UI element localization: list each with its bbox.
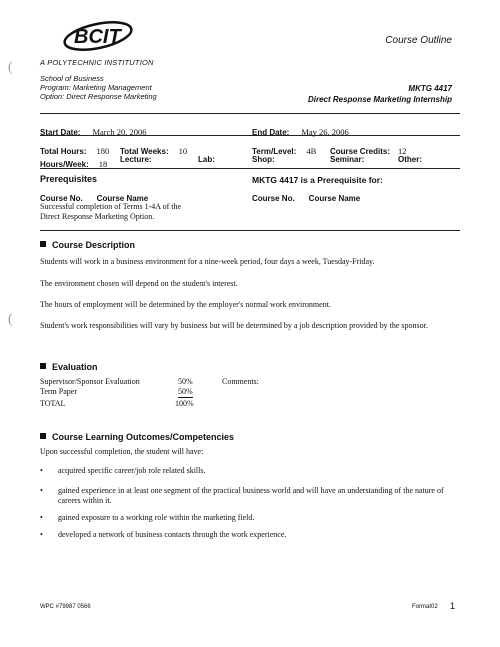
outcome-item: gained experience in at least one segment of the practical business world and will have an understanding of the nature of careers within it. bbox=[58, 486, 444, 505]
start-date-value: March 20, 2006 bbox=[92, 127, 147, 137]
outcomes-title-text: Course Learning Outcomes/Competencies bbox=[52, 432, 235, 442]
scan-mark: ( bbox=[8, 312, 13, 327]
section-bullet-icon bbox=[40, 363, 46, 369]
bcit-logo bbox=[60, 18, 140, 58]
page-number: 1 bbox=[450, 601, 456, 611]
school-block bbox=[40, 74, 157, 101]
prereq-title: Prerequisites bbox=[40, 174, 98, 184]
program: Program: Marketing Management bbox=[40, 83, 152, 92]
course-title: Direct Response Marketing Internship bbox=[307, 95, 452, 104]
eval-row: Term Paper bbox=[40, 387, 77, 396]
prereq-col-course-no: Course No. bbox=[40, 194, 83, 203]
doc-type: Course Outline bbox=[385, 35, 452, 46]
course-code: MKTG 4417 bbox=[408, 84, 452, 93]
evaluation-title bbox=[40, 362, 98, 372]
course-heading bbox=[308, 83, 452, 105]
total-weeks-label: Total Weeks: bbox=[120, 147, 169, 156]
outcome-item: developed a network of business contacts through the work experience. bbox=[58, 530, 287, 539]
lecture-label: Lecture: bbox=[120, 155, 152, 164]
hours-week-label: Hours/Week: bbox=[40, 160, 89, 169]
description-title bbox=[40, 240, 135, 250]
prereq-for-columns bbox=[252, 188, 360, 206]
prereq-for-col-course-no: Course No. bbox=[252, 194, 295, 203]
start-date bbox=[40, 122, 147, 140]
eval-value: 50% bbox=[178, 377, 193, 386]
prereq-for-col-course-name: Course Name bbox=[308, 194, 361, 203]
section-bullet-icon bbox=[40, 433, 46, 439]
bullet-icon: • bbox=[40, 530, 43, 539]
prereq-for-title: MKTG 4417 is a Prerequisite for: bbox=[252, 175, 383, 185]
outcomes-intro: Upon successful completion, the student will have: bbox=[40, 447, 204, 456]
divider bbox=[40, 113, 460, 114]
bullet-icon: • bbox=[40, 486, 43, 495]
prereq-text bbox=[40, 202, 181, 222]
description-p4: Student's work responsibilities will vary by business but will be determined by a job description provided by the sponsor. bbox=[40, 321, 428, 330]
comments-label: Comments: bbox=[222, 377, 259, 386]
total-hours-value: 180 bbox=[96, 146, 110, 156]
evaluation-title-text: Evaluation bbox=[52, 362, 98, 372]
eval-total-value: 100% bbox=[175, 399, 194, 408]
eval-value: 50% bbox=[178, 387, 193, 396]
end-date-label: End Date: bbox=[252, 128, 290, 137]
end-date bbox=[252, 122, 349, 140]
total-weeks-value: 10 bbox=[178, 146, 188, 156]
footer-left: WPC #79987 0566 bbox=[40, 604, 91, 610]
outcomes-title bbox=[40, 432, 234, 442]
seminar-label: Seminar: bbox=[330, 155, 365, 164]
prereq-text-line: Direct Response Marketing Option. bbox=[40, 212, 155, 221]
school-name: School of Business bbox=[40, 74, 104, 83]
outcome-item: acquired specific career/job role related skills. bbox=[58, 466, 206, 475]
other-label: Other: bbox=[398, 155, 422, 164]
outcome-item: gained exposure to a working role within the marketing field. bbox=[58, 513, 255, 522]
svg-text:BCIT: BCIT bbox=[74, 26, 121, 48]
credits-label: Course Credits: bbox=[330, 147, 391, 156]
description-title-text: Course Description bbox=[52, 240, 136, 250]
end-date-value: May 26, 2006 bbox=[301, 127, 349, 137]
eval-total-row: TOTAL bbox=[40, 399, 66, 408]
bullet-icon: • bbox=[40, 466, 43, 475]
tagline: A POLYTECHNIC INSTITUTION bbox=[40, 58, 154, 67]
bullet-icon: • bbox=[40, 513, 43, 522]
hours-week bbox=[40, 154, 107, 172]
divider bbox=[40, 168, 460, 169]
scan-mark: ( bbox=[8, 60, 13, 75]
prereq-text-line: Successful completion of Terms 1-4A of the bbox=[40, 202, 182, 211]
footer-format: Format02 bbox=[412, 604, 438, 610]
section-bullet-icon bbox=[40, 241, 46, 247]
credits-value: 12 bbox=[398, 146, 407, 156]
description-p3: The hours of employment will be determined by the employer's normal work environment. bbox=[40, 300, 331, 309]
divider bbox=[40, 230, 460, 231]
shop-label: Shop: bbox=[252, 155, 275, 164]
option: Option: Direct Response Marketing bbox=[40, 92, 157, 101]
description-p2: The environment chosen will depend on the student's interest. bbox=[40, 279, 238, 288]
eval-row: Supervisor/Sponsor Evaluation bbox=[40, 377, 140, 386]
hours-week-value: 18 bbox=[98, 159, 108, 169]
start-date-label: Start Date: bbox=[40, 128, 81, 137]
divider bbox=[40, 135, 460, 136]
term-level-value: 4B bbox=[306, 146, 317, 156]
total-hours-label: Total Hours: bbox=[40, 147, 87, 156]
term-level-label: Term/Level: bbox=[252, 147, 297, 156]
lab-label: Lab: bbox=[198, 155, 215, 164]
description-p1: Students will work in a business environment for a nine-week period, four days a week, Tuesday-Friday. bbox=[40, 257, 375, 266]
prereq-col-course-name: Course Name bbox=[96, 194, 149, 203]
